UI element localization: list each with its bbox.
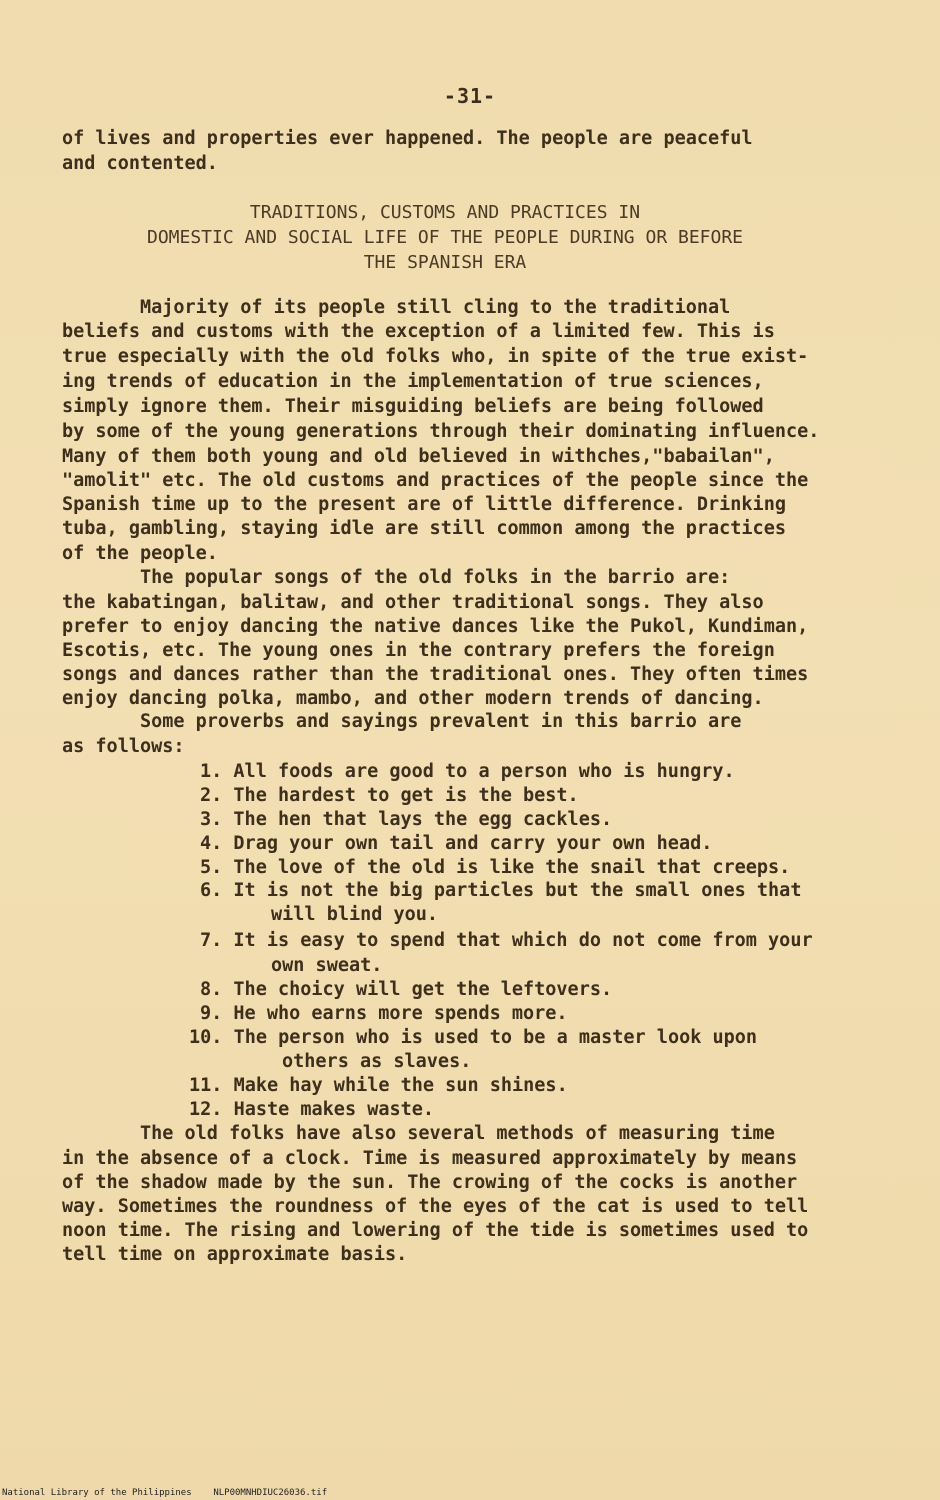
paragraph-line: The old folks have also several methods of measuring time — [62, 1123, 775, 1144]
paragraph-line: in the absence of a clock. Time is measured approximately by means — [62, 1148, 798, 1169]
list-item: 2. The hardest to get is the best. — [200, 785, 579, 806]
heading-line: TRADITIONS, CUSTOMS AND PRACTICES IN — [249, 202, 641, 223]
paragraph-line: way. Sometimes the roundness of the eyes of the cat is used to tell — [62, 1196, 809, 1217]
list-item: 1. All foods are good to a person who is hungry. — [200, 761, 735, 782]
paragraph-line: of the shadow made by the sun. The crowing of the cocks is another — [62, 1172, 798, 1193]
list-item: 3. The hen that lays the egg cackles. — [200, 809, 613, 830]
section-heading — [0, 200, 890, 275]
paragraph-line: enjoy dancing polka, mambo, and other modern trends of dancing. — [62, 688, 764, 709]
paragraph-line: Many of them both young and old believed in withches,"babailan", — [62, 446, 775, 467]
list-item: 9. He who earns more spends more. — [200, 1003, 568, 1024]
paragraph-line: tuba, gambling, staying idle are still common among the practices — [62, 518, 786, 539]
paragraph-line: The popular songs of the old folks in the barrio are: — [62, 567, 731, 588]
paragraph-line: Some proverbs and sayings prevalent in this barrio are — [62, 711, 742, 732]
page-number: -31- — [443, 84, 497, 108]
list-item: 5. The love of the old is like the snail that creeps. — [200, 857, 791, 878]
paragraph-line: Spanish time up to the present are of little difference. Drinking — [62, 494, 786, 515]
list-item: 4. Drag your own tail and carry your own head. — [200, 833, 713, 854]
list-item: 12. Haste makes waste. — [189, 1099, 435, 1120]
heading-line: DOMESTIC AND SOCIAL LIFE OF THE PEOPLE DURING OR BEFORE — [146, 227, 744, 248]
paragraph-line: by some of the young generations through their dominating influence. — [62, 421, 820, 442]
heading-line: THE SPANISH ERA — [363, 252, 527, 273]
list-item: 6. It is not the big particles but the small ones that — [200, 880, 802, 901]
intro-line: and contented. — [62, 153, 218, 174]
intro-line: of lives and properties ever happened. The people are peaceful — [62, 128, 753, 149]
list-item-continuation: own sweat. — [271, 955, 383, 976]
paragraph-line: prefer to enjoy dancing the native dances like the Pukol, Kundiman, — [62, 616, 809, 637]
archive-footer: National Library of the Philippines NLP00MNHDIUC26036.tif — [2, 1488, 328, 1498]
paragraph-line: tell time on approximate basis. — [62, 1244, 408, 1265]
paragraph-line: ing trends of education in the implementation of true sciences, — [62, 371, 764, 392]
paragraph-line: beliefs and customs with the exception of a limited few. This is — [62, 321, 775, 342]
paragraph-line: of the people. — [62, 543, 218, 564]
list-item-continuation: will blind you. — [271, 904, 439, 925]
paragraph-line: as follows: — [62, 736, 185, 757]
list-item: 7. It is easy to spend that which do not come from your — [200, 930, 813, 951]
list-item-continuation: others as slaves. — [282, 1051, 472, 1072]
paragraph-line: "amolit" etc. The old customs and practices of the people since the — [62, 470, 809, 491]
list-item: 11. Make hay while the sun shines. — [189, 1075, 568, 1096]
paragraph-line: noon time. The rising and lowering of the tide is sometimes used to — [62, 1220, 809, 1241]
list-item: 10. The person who is used to be a master look upon — [189, 1027, 758, 1048]
list-item: 8. The choicy will get the leftovers. — [200, 979, 613, 1000]
paragraph-line: true especially with the old folks who, in spite of the true exist- — [62, 346, 809, 367]
paragraph-line: Majority of its people still cling to the traditional — [62, 297, 731, 318]
paragraph-line: the kabatingan, balitaw, and other traditional songs. They also — [62, 592, 764, 613]
paragraph-line: songs and dances rather than the traditional ones. They often times — [62, 664, 809, 685]
paragraph-line: Escotis, etc. The young ones in the contrary prefers the foreign — [62, 640, 775, 661]
paragraph-line: simply ignore them. Their misguiding beliefs are being followed — [62, 396, 764, 417]
